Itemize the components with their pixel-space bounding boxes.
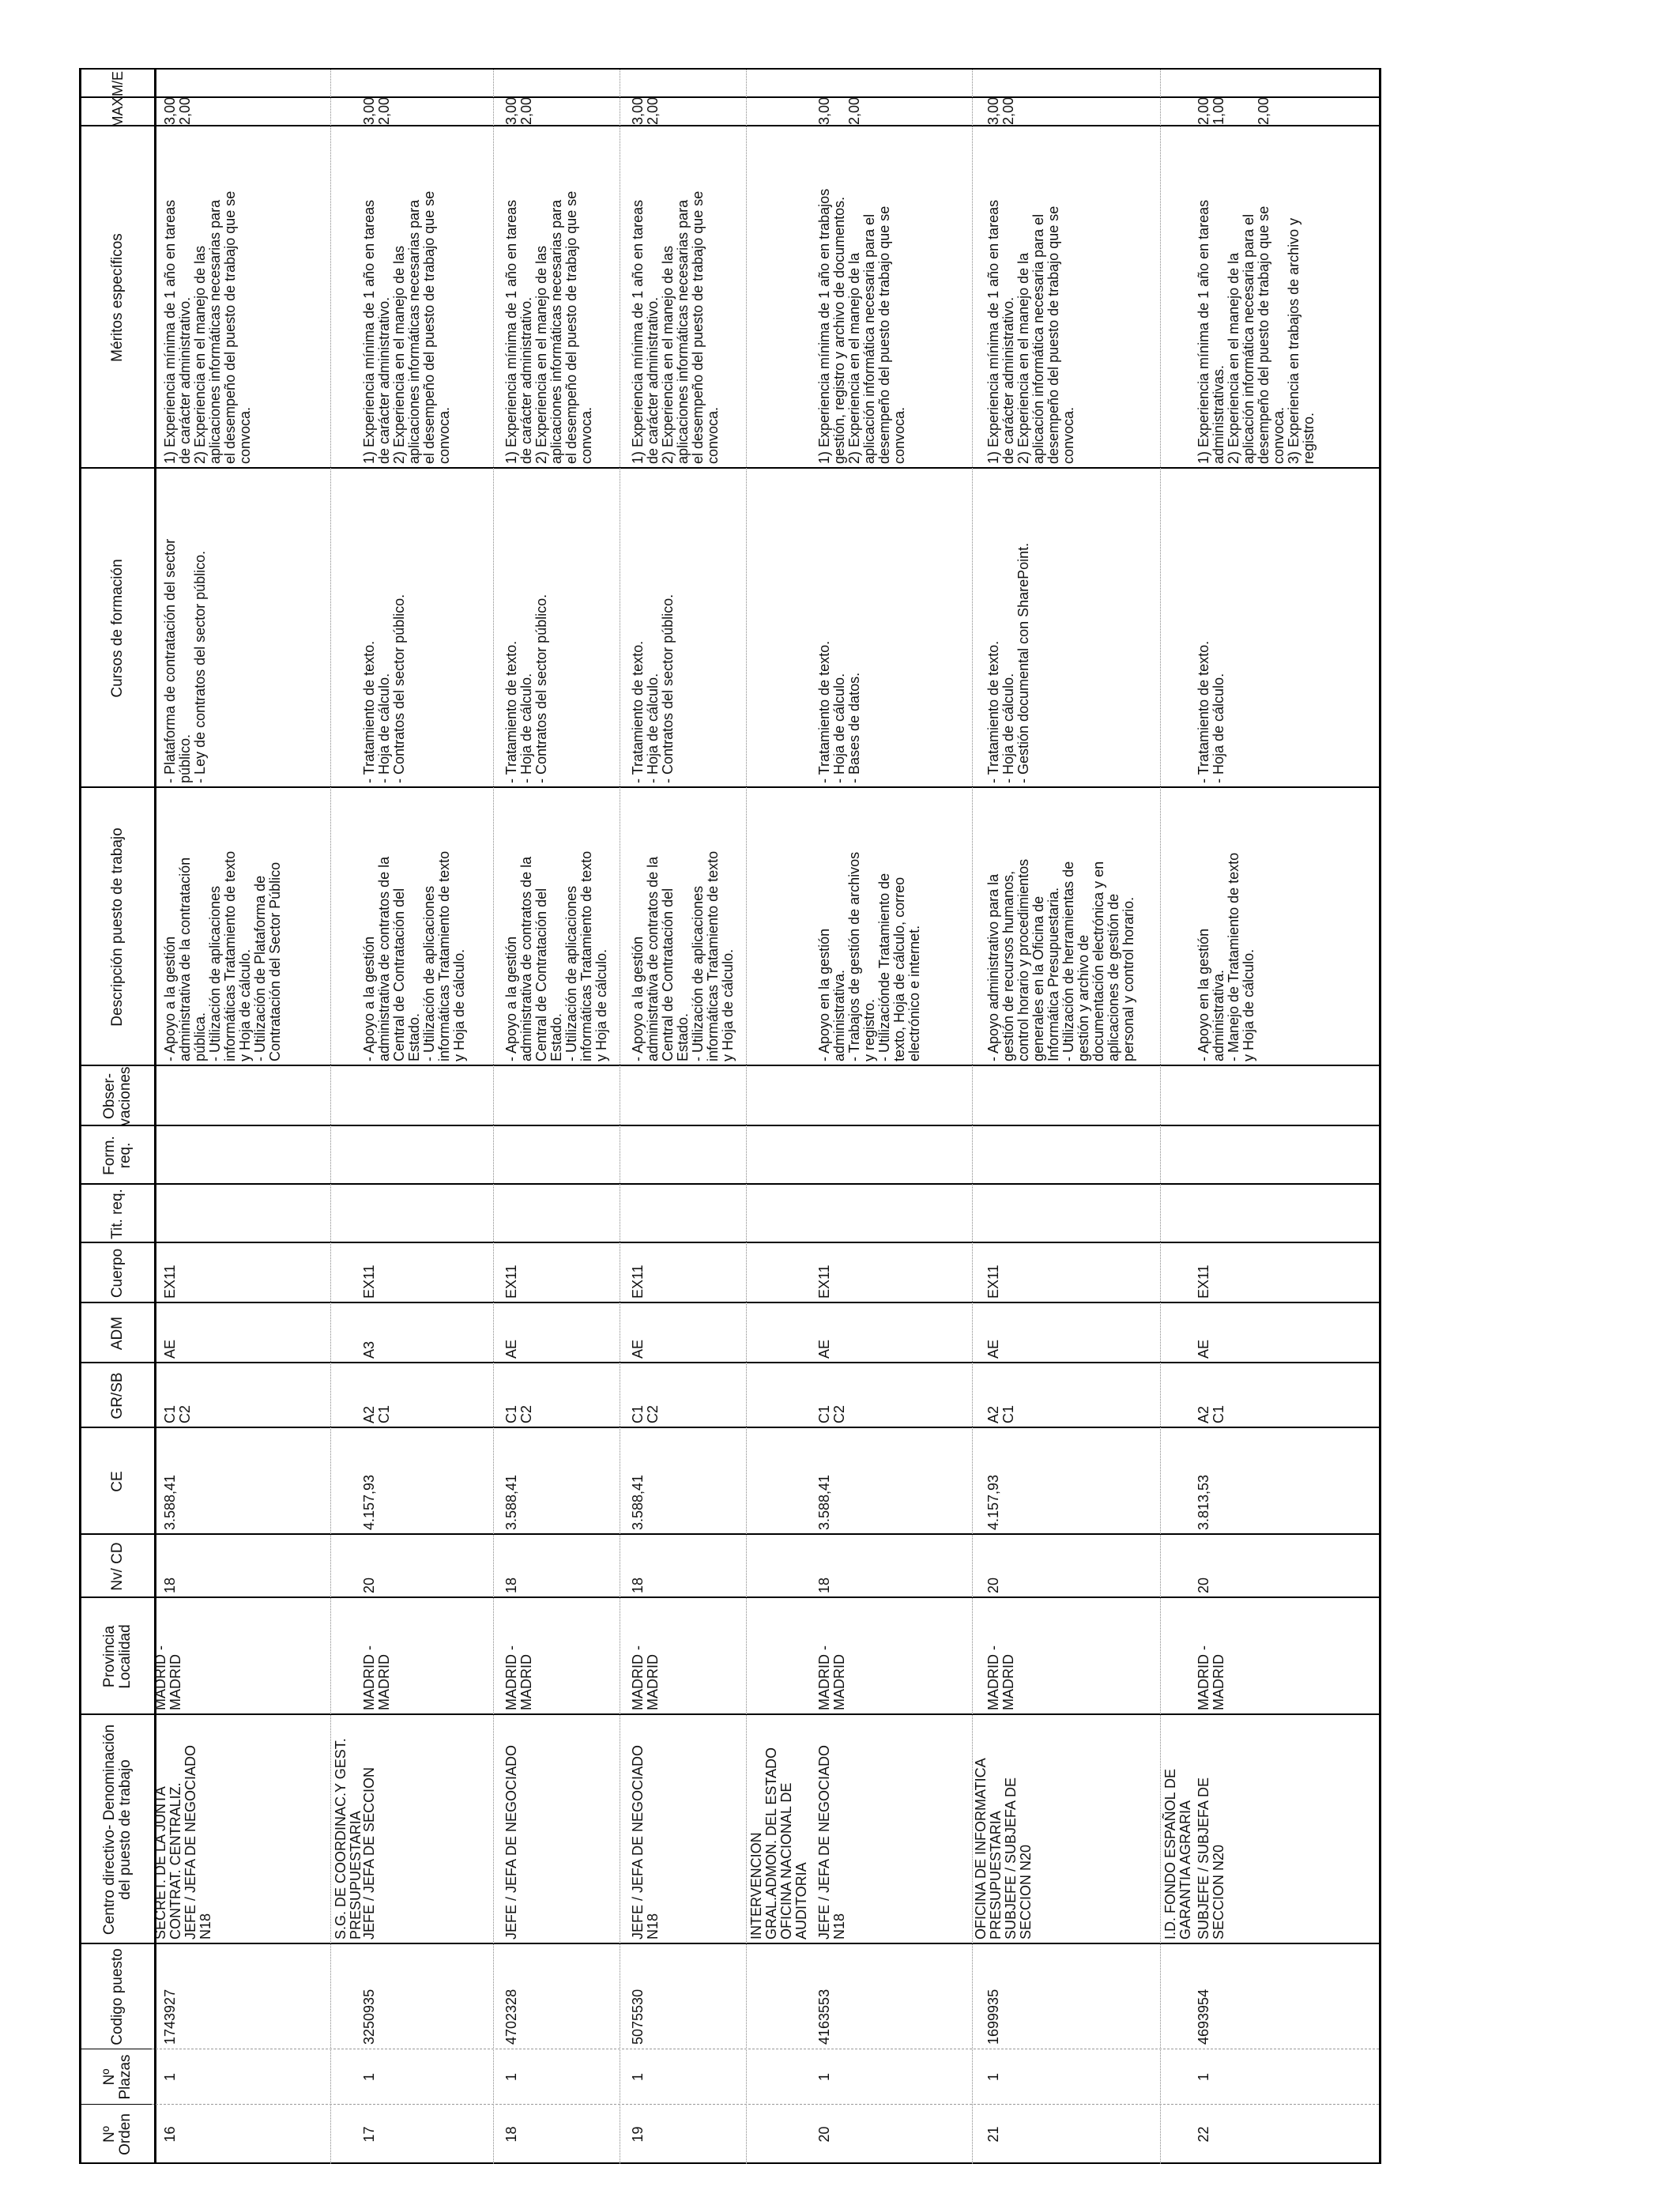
col-obser-header: Obser- vaciones <box>101 1066 134 1126</box>
nvcd-cell: 20 <box>361 1577 377 1593</box>
plazas-cell: 1 <box>1196 2073 1211 2082</box>
descripcion-cell: - Apoyo a la gestión administrativa de contratos de la Central de Contratación del Estado. - Utilización de aplicaciones informáticas Tratamiento de texto y Hoja de cálculo. <box>361 850 467 1061</box>
meritos-cell: 1) Experiencia mínima de 1 año en tareas administrativas. 2) Experiencia en el manejo de la aplicación informática necesaria para el desempeño del puesto de trabajo que se convoca. 3) Experiencia en trabajos de archivo y registro. <box>1196 199 1317 464</box>
grsb-cell: C1 C2 <box>503 1404 534 1423</box>
table-header <box>79 70 156 2164</box>
provincia-cell: MADRID - MADRID <box>503 1646 534 1710</box>
ce-cell: 3.588,41 <box>503 1474 519 1530</box>
centro-group-heading: I.D. FONDO ESPAÑOL DE GARANTIA AGRARIA <box>1162 1768 1193 1940</box>
provincia-cell: MADRID - MADRID <box>361 1646 392 1710</box>
adm-cell: AE <box>630 1339 646 1359</box>
meritos-cell: 1) Experiencia mínima de 1 año en tareas de carácter administrativo. 2) Experiencia en el manejo de las aplicaciones informáticas necesarias para el desempeño del puesto de trabajo que se convoca. <box>503 190 594 464</box>
centro-group-heading: INTERVENCION GRAL.ADMON. DEL ESTADO OFICINA NACIONAL DE AUDITORIA <box>748 1747 809 1940</box>
adm-cell: AE <box>162 1339 178 1359</box>
table-row <box>975 70 1160 2164</box>
table-row <box>1185 70 1375 2164</box>
provincia-cell: MADRID - MADRID <box>985 1646 1016 1710</box>
centro-group-heading: S.G. DE COORDINAC.Y GEST. PRESUPUESTARIA <box>333 1738 363 1940</box>
cursos-cell: - Tratamiento de texto. - Hoja de cálculo. - Contratos del sector público. <box>361 594 407 783</box>
descripcion-cell: - Apoyo a la gestión administrativa de contratos de la Central de Contratación del Estado. - Utilización de aplicaciones informáticas Tratamiento de texto y Hoja de cálculo. <box>630 850 736 1061</box>
provincia-cell: MADRID - MADRID <box>1196 1646 1226 1710</box>
orden-cell: 22 <box>1196 2126 1211 2143</box>
grsb-cell: C1 C2 <box>162 1404 193 1423</box>
adm-cell: A3 <box>361 1340 377 1359</box>
col-plazas-header: Nº Plazas <box>101 2054 134 2100</box>
centro-cell: JEFE / JEFA DE NEGOCIADO N18 <box>630 1744 661 1940</box>
meritos-cell: 1) Experiencia mínima de 1 año en tareas de carácter administrativo. 2) Experiencia en el manejo de las aplicaciones informáticas necesarias para el desempeño del puesto de trabajo que se convoca. <box>162 190 253 464</box>
centro-cell: SUBJEFE / SUBJEFA DE SECCION N20 <box>1003 1777 1034 1940</box>
nvcd-cell: 18 <box>630 1577 646 1593</box>
cursos-cell: - Tratamiento de texto. - Hoja de cálculo. - Contratos del sector público. <box>503 594 549 783</box>
codigo-cell: 1743927 <box>162 1989 178 2045</box>
col-adm-header: ADM <box>109 1316 126 1351</box>
max-cell: 3,00 2,00 <box>985 96 1016 125</box>
orden-cell: 19 <box>630 2126 646 2143</box>
cuerpo-cell: EX11 <box>630 1265 646 1299</box>
cursos-cell: - Tratamiento de texto. - Hoja de cálculo. - Contratos del sector público. <box>630 594 676 783</box>
col-grsb-header: GR/SB <box>109 1372 126 1419</box>
col-provincia-header: Provincia Localidad <box>101 1624 134 1689</box>
codigo-cell: 5075530 <box>630 1989 646 2045</box>
table-bottom-rule <box>1379 70 1381 2164</box>
plazas-cell: 1 <box>361 2073 377 2082</box>
codigo-cell: 4702328 <box>503 1989 519 2045</box>
descripcion-cell: - Apoyo a la gestión administrativa de la contratación pública. - Utilización de aplicaciones informáticas Tratamiento de texto y Hoja de cálculo. - Utilización de Plataforma de Contratación del Sector Público <box>162 850 283 1061</box>
orden-cell: 17 <box>361 2126 377 2143</box>
col-cuerpo-header: Cuerpo <box>109 1248 126 1299</box>
orden-cell: 21 <box>985 2126 1001 2143</box>
nvcd-cell: 20 <box>985 1577 1001 1593</box>
col-max-header: MAX <box>110 96 126 128</box>
row-separator <box>330 70 331 2164</box>
table-row <box>493 70 620 2164</box>
vacancies-table <box>79 70 1383 2164</box>
meritos-cell: 1) Experiencia mínima de 1 año en trabajos gestión, registro y archivo de documentos. 2) Experiencia en el manejo de la aplicación informática necesaria para el desempeño del puesto de trabajo que se convoca. <box>816 188 907 464</box>
plazas-cell: 1 <box>985 2073 1001 2082</box>
cursos-cell: - Tratamiento de texto. - Hoja de cálculo. <box>1196 640 1226 783</box>
orden-cell: 20 <box>816 2126 832 2143</box>
descripcion-cell: - Apoyo a la gestión administrativa de contratos de la Central de Contratación del Estado. - Utilización de aplicaciones informáticas Tratamiento de texto y Hoja de cálculo. <box>503 850 609 1061</box>
provincia-cell: MADRID - MADRID <box>153 1646 183 1710</box>
col-meritos-header: Méritos específicos <box>109 233 126 362</box>
grsb-cell: A2 C1 <box>361 1404 392 1423</box>
cursos-cell: - Tratamiento de texto. - Hoja de cálculo. - Bases de datos. <box>816 640 862 783</box>
cuerpo-cell: EX11 <box>985 1265 1001 1299</box>
cursos-cell: - Plataforma de contratación del sector público. - Ley de contratos del sector público. <box>162 538 208 783</box>
max-cell: 3,00 2,00 <box>361 96 392 125</box>
plazas-cell: 1 <box>816 2073 832 2082</box>
centro-cell: JEFE / JEFA DE NEGOCIADO <box>503 1744 519 1940</box>
nvcd-cell: 18 <box>816 1577 832 1593</box>
ce-cell: 3.588,41 <box>162 1474 178 1530</box>
cursos-cell: - Tratamiento de texto. - Hoja de cálculo. - Gestión documental con SharePoint. <box>985 542 1031 783</box>
cuerpo-cell: EX11 <box>361 1265 377 1299</box>
max-cell: 2,00 1,00 2,00 <box>1196 96 1271 125</box>
meritos-cell: 1) Experiencia mínima de 1 año en tareas de carácter administrativo. 2) Experiencia en el manejo de las aplicaciones informáticas necesarias para el desempeño del puesto de trabajo que se convoca. <box>361 190 452 464</box>
max-cell: 3,00 2,00 <box>630 96 661 125</box>
col-tit-header: Tit. req. <box>109 1189 126 1239</box>
codigo-cell: 4693954 <box>1196 1989 1211 2045</box>
centro-group-heading: OFICINA DE INFORMATICA PRESUPUESTARIA <box>973 1758 1004 1940</box>
cuerpo-cell: EX11 <box>503 1265 519 1299</box>
table-row <box>806 70 972 2164</box>
codigo-cell: 1699935 <box>985 1989 1001 2045</box>
orden-cell: 16 <box>162 2126 178 2143</box>
col-me-header: M/E <box>110 70 126 96</box>
adm-cell: AE <box>503 1339 519 1359</box>
table-row <box>351 70 493 2164</box>
meritos-cell: 1) Experiencia mínima de 1 año en tareas de carácter administrativo. 2) Experiencia en el manejo de las aplicaciones informáticas necesarias para el desempeño del puesto de trabajo que se convoca. <box>630 190 721 464</box>
centro-cell: JEFE / JEFA DE NEGOCIADO N18 <box>816 1744 847 1940</box>
provincia-cell: MADRID - MADRID <box>816 1646 847 1710</box>
ce-cell: 3.588,41 <box>816 1474 832 1530</box>
nvcd-cell: 20 <box>1196 1577 1211 1593</box>
centro-cell: SUBJEFE / SUBJEFA DE SECCION N20 <box>1196 1777 1226 1940</box>
col-nvcd-header: Nv/ CD <box>109 1542 126 1591</box>
cuerpo-cell: EX11 <box>162 1265 178 1299</box>
plazas-cell: 1 <box>162 2073 178 2082</box>
centro-cell: SECRET. DE LA JUNTA CONTRAT. CENTRALIZ. JEFE / JEFA DE NEGOCIADO N18 <box>153 1744 213 1940</box>
row-separator <box>1160 70 1161 2164</box>
nvcd-cell: 18 <box>162 1577 178 1593</box>
col-form-header: Form. req. <box>101 1136 134 1175</box>
ce-cell: 4.157,93 <box>361 1474 377 1530</box>
col-codigo-header: Codigo puesto <box>109 1948 126 2045</box>
descripcion-cell: - Apoyo administrativo para la gestión de recursos humanos, control horario y procedimientos generales en la Oficina de Informática Presupuestaria. - Utilización de herramientas de gestión y archivo de documentación electrónica y en aplicaciones de gestión de personal y control horario. <box>985 858 1136 1061</box>
col-orden-header: Nº Orden <box>101 2113 134 2155</box>
descripcion-cell: - Apoyo en la gestión administrativa. - Trabajos de gestión de archivos y registro. - Utilizaciónde Tratamiento de texto, Hoja de cálculo, correo electrónico e internet. <box>816 851 922 1061</box>
descripcion-cell: - Apoyo en la gestión administrativa. - Manejo de Tratamiento de texto y Hoja de cálculo. <box>1196 852 1256 1061</box>
ce-cell: 4.157,93 <box>985 1474 1001 1530</box>
table-row <box>620 70 746 2164</box>
codigo-cell: 3250935 <box>361 1989 377 2045</box>
col-centro-header: Centro directivo- Denominación del puesto de trabajo <box>101 1724 134 1936</box>
adm-cell: AE <box>816 1339 832 1359</box>
max-cell: 3,00 2,00 <box>503 96 534 125</box>
max-cell: 3,00 2,00 <box>816 96 862 125</box>
grsb-cell: A2 C1 <box>1196 1404 1226 1423</box>
cuerpo-cell: EX11 <box>1196 1265 1211 1299</box>
row-separator <box>746 70 747 2164</box>
provincia-cell: MADRID - MADRID <box>630 1646 661 1710</box>
adm-cell: AE <box>1196 1339 1211 1359</box>
codigo-cell: 4163553 <box>816 1989 832 2045</box>
col-descripcion-header: Descripción puesto de trabajo <box>109 827 126 1027</box>
ce-cell: 3.813,53 <box>1196 1474 1211 1530</box>
ce-cell: 3.588,41 <box>630 1474 646 1530</box>
centro-cell: JEFE / JEFA DE SECCION <box>361 1766 377 1940</box>
plazas-cell: 1 <box>630 2073 646 2082</box>
table-row <box>152 70 330 2164</box>
plazas-cell: 1 <box>503 2073 519 2082</box>
cuerpo-cell: EX11 <box>816 1265 832 1299</box>
meritos-cell: 1) Experiencia mínima de 1 año en tareas de carácter administrativo. 2) Experiencia en el manejo de la aplicación informática necesaria para el desempeño del puesto de trabajo que se convoca. <box>985 199 1076 464</box>
nvcd-cell: 18 <box>503 1577 519 1593</box>
max-cell: 3,00 2,00 <box>162 96 193 125</box>
column-rule <box>79 2104 152 2105</box>
grsb-cell: C1 C2 <box>630 1404 661 1423</box>
grsb-cell: C1 C2 <box>816 1404 847 1423</box>
col-ce-header: CE <box>109 1471 126 1492</box>
col-cursos-header: Cursos de formación <box>109 559 126 698</box>
grsb-cell: A2 C1 <box>985 1404 1016 1423</box>
orden-cell: 18 <box>503 2126 519 2143</box>
adm-cell: AE <box>985 1339 1001 1359</box>
